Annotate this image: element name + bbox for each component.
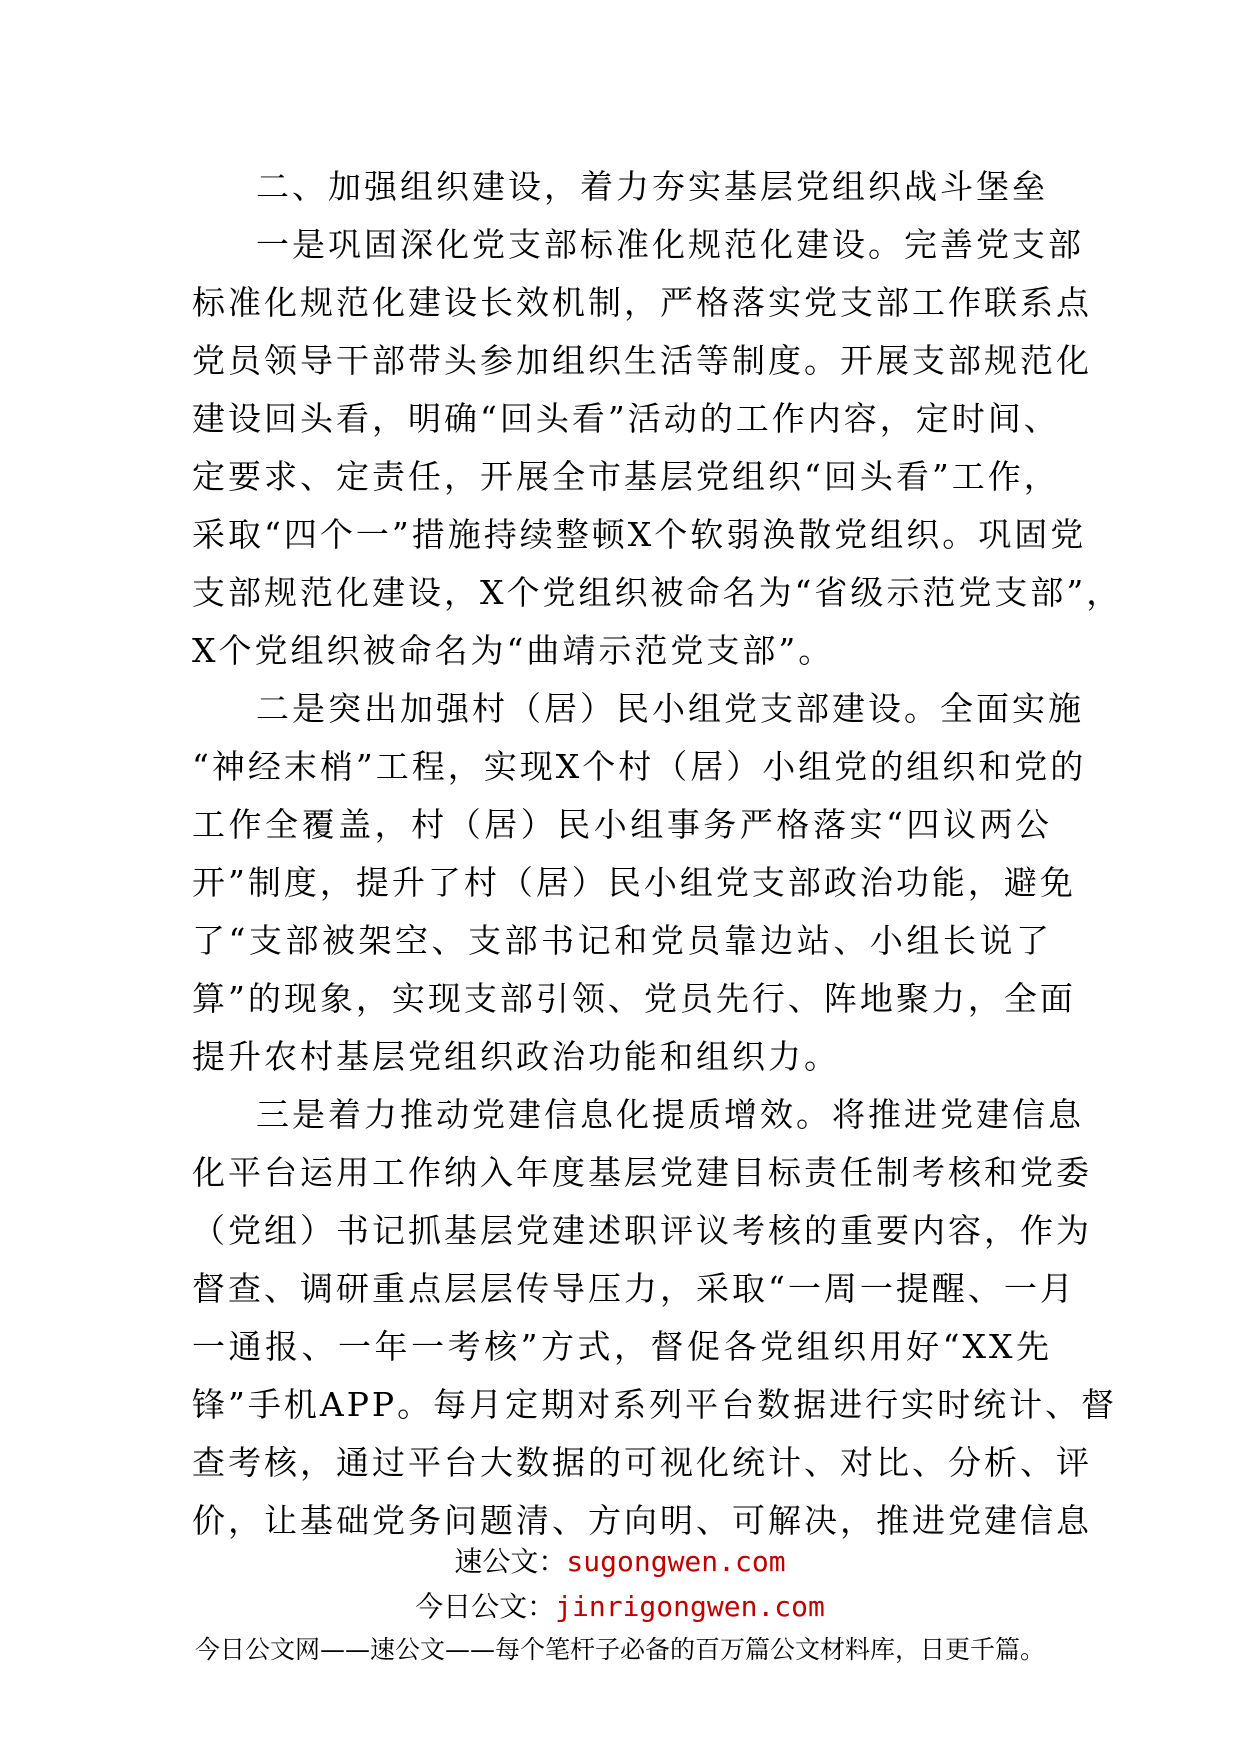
paragraph-2-line: 工作全覆盖，村（居）民小组事务严格落实“四议两公 xyxy=(192,805,1052,844)
paragraph-1-line: 标准化规范化建设长效机制，严格落实党支部工作联系点 xyxy=(192,283,1092,322)
paragraph-3-line: 价，让基础党务问题清、方向明、可解决，推进党建信息 xyxy=(192,1501,1092,1540)
document-body xyxy=(192,158,1123,1550)
footer-jinrigongwen xyxy=(0,1585,1240,1625)
footer-sugongwen xyxy=(0,1540,1240,1580)
paragraph-1-line: 支部规范化建设，X个党组织被命名为“省级示范党支部”， xyxy=(192,573,1123,612)
footer-sugongwen-link[interactable]: sugongwen.com xyxy=(566,1545,786,1578)
footer-slogan: 今日公文网——速公文——每个笔杆子必备的百万篇公文材料库，日更千篇。 xyxy=(194,1635,1045,1664)
footer-jinrigongwen-link[interactable]: jinrigongwen.com xyxy=(555,1590,825,1623)
paragraph-3-line: （党组）书记抓基层党建述职评议考核的重要内容，作为 xyxy=(192,1211,1092,1250)
paragraph-3-line: 锋”手机APP。每月定期对系列平台数据进行实时统计、督 xyxy=(192,1385,1118,1424)
paragraph-1-line: 党员领导干部带头参加组织生活等制度。开展支部规范化 xyxy=(192,341,1092,380)
footer-sugongwen-label: 速公文： xyxy=(454,1545,567,1578)
paragraph-1-line: 建设回头看，明确“回头看”活动的工作内容，定时间、 xyxy=(192,399,1060,438)
footer-jinrigongwen-label: 今日公文： xyxy=(415,1590,556,1623)
paragraph-3-line: 督查、调研重点层层传导压力，采取“一周一提醒、一月 xyxy=(192,1269,1076,1308)
paragraph-2-line: 开”制度，提升了村（居）民小组党支部政治功能，避免 xyxy=(192,863,1076,902)
paragraph-2-line: 了“支部被架空、支部书记和党员靠边站、小组长说了 xyxy=(192,921,1052,960)
paragraph-3-line: 三是着力推动党建信息化提质增效。将推进党建信息 xyxy=(256,1095,1084,1134)
paragraph-3-line: 一通报、一年一考核”方式，督促各党组织用好“XX先 xyxy=(192,1327,1052,1366)
paragraph-2-line: 二是突出加强村（居）民小组党支部建设。全面实施 xyxy=(256,689,1084,728)
paragraph-2-line: “神经末梢”工程，实现X个村（居）小组党的组织和党的 xyxy=(192,747,1087,786)
paragraph-1-line: 一是巩固深化党支部标准化规范化建设。完善党支部 xyxy=(256,225,1084,264)
paragraph-3-line: 化平台运用工作纳入年度基层党建目标责任制考核和党委 xyxy=(192,1153,1092,1192)
section-heading: 二、加强组织建设，着力夯实基层党组织战斗堡垒 xyxy=(256,167,1048,206)
paragraph-1-line: 采取“四个一”措施持续整顿X个软弱涣散党组织。巩固党 xyxy=(192,515,1087,554)
paragraph-2-line: 提升农村基层党组织政治功能和组织力。 xyxy=(192,1037,840,1076)
paragraph-3-line: 查考核，通过平台大数据的可视化统计、对比、分析、评 xyxy=(192,1443,1092,1482)
paragraph-1-line: 定要求、定责任，开展全市基层党组织“回头看”工作， xyxy=(192,457,1060,496)
paragraph-1-line: X个党组织被命名为“曲靖示范党支部”。 xyxy=(192,631,835,670)
paragraph-2-line: 算”的现象，实现支部引领、党员先行、阵地聚力，全面 xyxy=(192,979,1076,1018)
